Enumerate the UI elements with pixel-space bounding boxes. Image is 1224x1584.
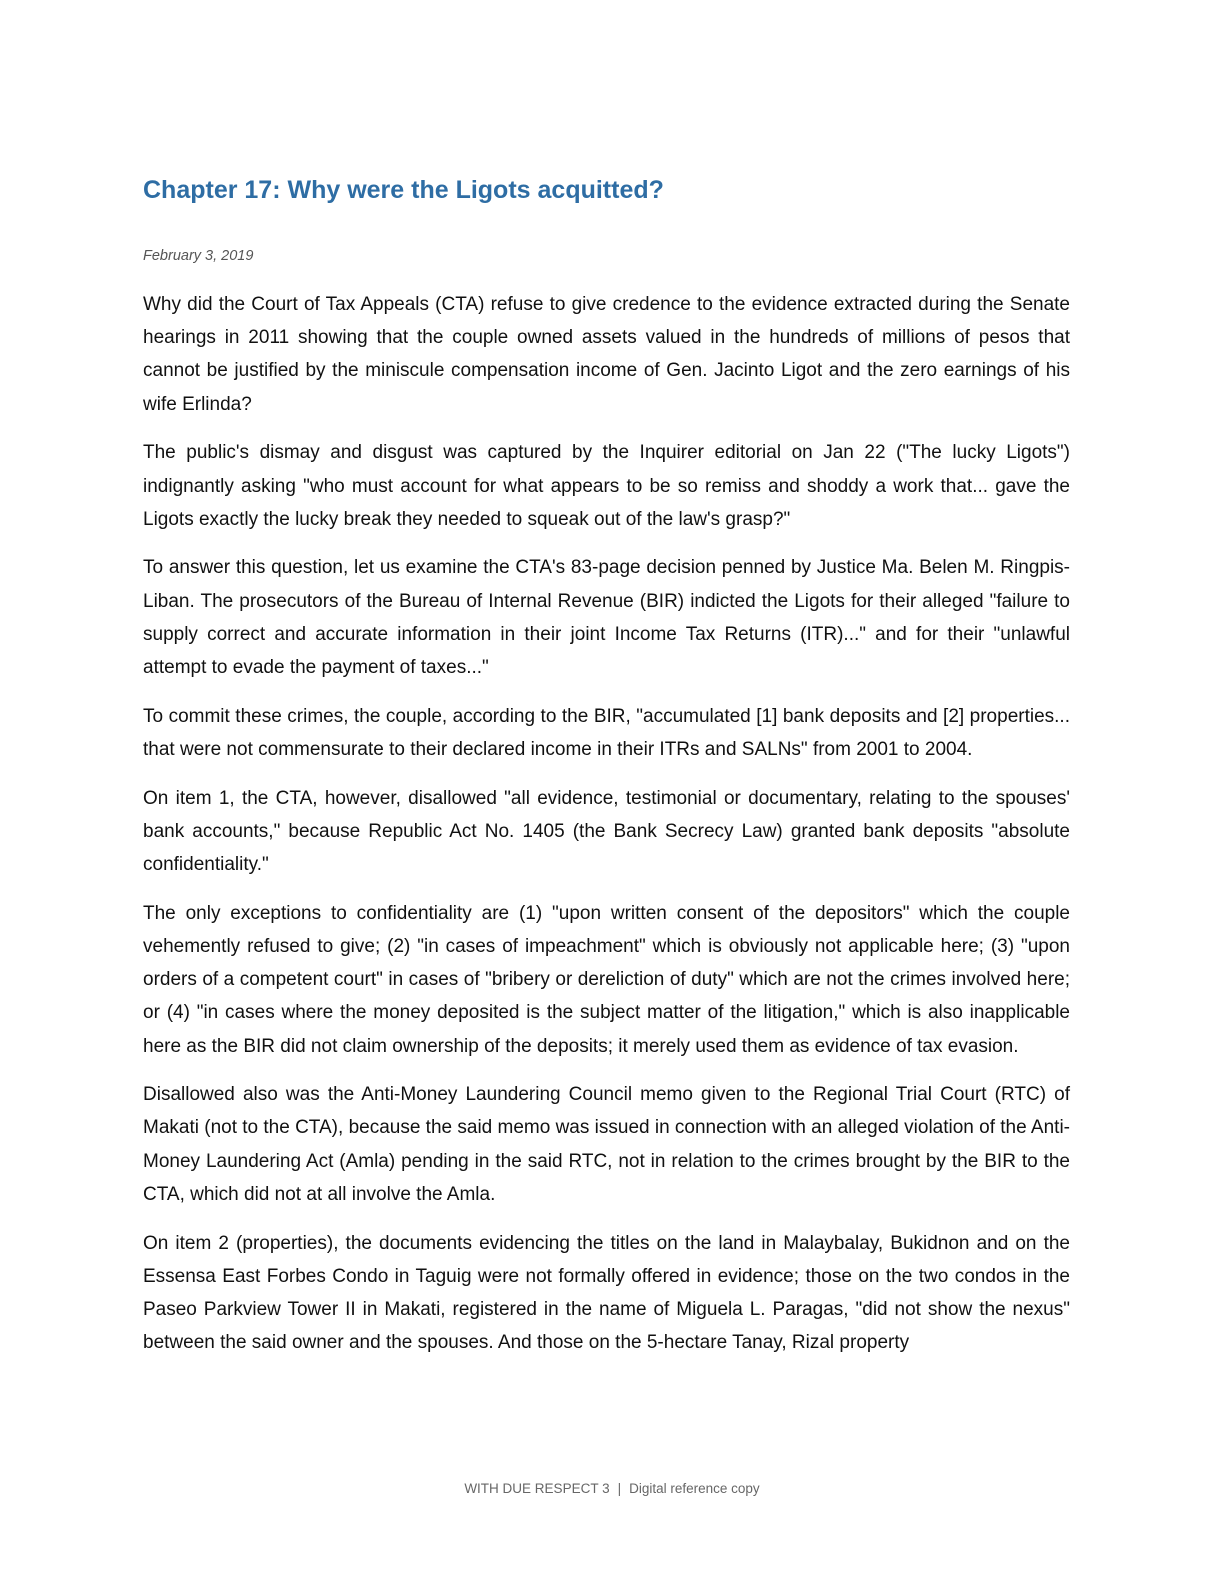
document-page bbox=[143, 170, 1070, 1375]
paragraph-7: Disallowed also was the Anti-Money Laundering Council memo given to the Regional Trial Court (RTC) of Makati (not to the CTA), because the said memo was issued in connection with an alleged violation of the Anti-Money Laundering Act (Amla) pending in the said RTC, not in relation to the crimes brought by the BIR to the CTA, which did not at all involve the Amla. bbox=[143, 1084, 1070, 1205]
chapter-title: Chapter 17: Why were the Ligots acquitted? bbox=[143, 176, 664, 204]
paragraph-6: The only exceptions to confidentiality are (1) "upon written consent of the depositors" which the couple vehemently refused to give; (2) "in cases of impeachment" which is obviously not applicable here; (3) "upon orders of a competent court" in cases of "bribery or dereliction of duty" which are not the crimes involved here; or (4) "in cases where the money deposited is the subject matter of the litigation," which is also inapplicable here as the BIR did not claim ownership of the deposits; it merely used them as evidence of tax evasion. bbox=[143, 902, 1070, 1057]
paragraph-5: On item 1, the CTA, however, disallowed "all evidence, testimonial or documentary, relating to the spouses' bank accounts," because Republic Act No. 1405 (the Bank Secrecy Law) granted bank deposits "absolute confidentiality." bbox=[143, 787, 1070, 876]
paragraph-3: To answer this question, let us examine the CTA's 83-page decision penned by Justice Ma. Belen M. Ringpis-Liban. The prosecutors of the Bureau of Internal Revenue (BIR) indicted the Ligots for their alleged "failure to supply correct and accurate information in their joint Income Tax Returns (ITR)..." and for their "unlawful attempt to evade the payment of taxes..." bbox=[143, 557, 1070, 679]
footer-copy-note: Digital reference copy bbox=[629, 1481, 760, 1496]
page-footer bbox=[0, 1479, 1224, 1499]
footer-running-title: WITH DUE RESPECT 3 bbox=[464, 1481, 610, 1496]
paragraph-8: On item 2 (properties), the documents evidencing the titles on the land in Malaybalay, Bukidnon and on the Essensa East Forbes Condo in Taguig were not formally offered in evidence; those on the two condos in the Paseo Parkview Tower II in Makati, registered in the name of Miguela L. Paragas, "did not show the nexus" between the said owner and the spouses. And those on the 5-hectare Tanay, Rizal property bbox=[143, 1232, 1070, 1354]
footer-separator: | bbox=[617, 1481, 622, 1496]
paragraph-4: To commit these crimes, the couple, according to the BIR, "accumulated [1] bank deposits and [2] properties... that were not commensurate to their declared income in their ITRs and SALNs" from 2001 to 2004. bbox=[143, 705, 1070, 760]
publication-date: February 3, 2019 bbox=[143, 248, 254, 264]
paragraph-2: The public's dismay and disgust was captured by the Inquirer editorial on Jan 22 ("The lucky Ligots") indignantly asking "who must account for what appears to be so remiss and shoddy a work that... gave the Ligots exactly the lucky break they needed to squeak out of the law's grasp?" bbox=[143, 442, 1070, 530]
paragraph-1: Why did the Court of Tax Appeals (CTA) refuse to give credence to the evidence extracted during the Senate hearings in 2011 showing that the couple owned assets valued in the hundreds of millions of pesos that cannot be justified by the miniscule compensation income of Gen. Jacinto Ligot and the zero earnings of his wife Erlinda? bbox=[143, 294, 1070, 415]
